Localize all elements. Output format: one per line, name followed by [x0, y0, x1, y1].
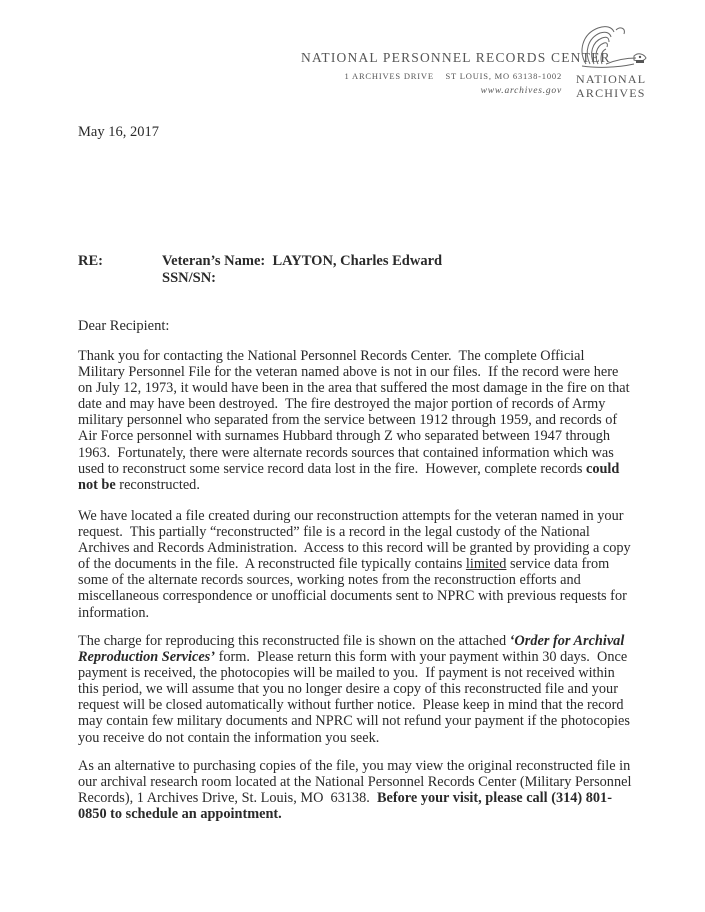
- paragraph-research-room: [78, 758, 631, 822]
- organization-address: 1 ARCHIVES DRIVE ST LOUIS, MO 63138-1002: [344, 71, 562, 81]
- text-segment: Records), 1 Archives Drive, St. Louis, MO 63138.: [78, 790, 378, 807]
- paragraph-charges: [78, 633, 630, 746]
- text-line: [78, 477, 630, 493]
- text-line: miscellaneous correspondence or unofficial documents sent to NPRC with previous requests for: [78, 588, 627, 605]
- ssn-label: SSN/SN:: [162, 270, 216, 286]
- organization-website: www.archives.gov: [480, 86, 562, 96]
- bold-text: not be: [78, 476, 116, 493]
- text-line: may contain few military documents and NPRC will not refund your payment if the photocopies: [78, 713, 630, 730]
- text-segment: form. Please return this form with your payment within 30 days. Once: [215, 649, 628, 666]
- text-line: 1963. Fortunately, there were alternate records sources that contained information which was: [78, 444, 614, 461]
- paragraph-reconstructed-file: [78, 508, 631, 621]
- national-archives-logo: [572, 24, 650, 102]
- text-line: request will be closed automatically without further notice. Please keep in mind that the record: [78, 697, 624, 714]
- logo-text-national: NATIONAL: [576, 72, 647, 86]
- text-line: As an alternative to purchasing copies of the file, you may view the original reconstructed file in: [78, 758, 631, 774]
- text-segment: service data from: [506, 556, 610, 573]
- text-line: on July 12, 1973, it would have been in the area that suffered the most damage in the fire on that: [78, 380, 630, 397]
- bold-text: Before your visit, please call (314) 801-: [377, 790, 612, 807]
- eagle-icon: [576, 24, 650, 72]
- veteran-name: LAYTON, Charles Edward: [272, 253, 443, 269]
- bold-text: could: [585, 460, 620, 477]
- text-line: Air Force personnel with surnames Hubbard through Z who separated between 1947 through: [78, 428, 611, 445]
- text-line: information.: [78, 604, 150, 621]
- text-line: [78, 633, 630, 649]
- text-line: you receive do not contain the information you seek.: [78, 729, 380, 746]
- text-line: [78, 461, 630, 477]
- text-segment: used to reconstruct some service record data lost in the fire. However, complete records: [78, 460, 586, 477]
- text-line: [78, 556, 631, 572]
- veteran-name-line: [162, 253, 442, 270]
- salutation: Dear Recipient:: [78, 318, 170, 334]
- text-line: [78, 806, 631, 822]
- text-line: Archives and Records Administration. Access to this record will be granted by providing a copy: [78, 540, 631, 557]
- letter-date: May 16, 2017: [78, 124, 159, 140]
- underlined-text: limited: [465, 556, 507, 573]
- text-segment: reconstructed.: [115, 476, 200, 493]
- text-line: military personnel who separated from the service between 1912 through 1959, and records of: [78, 412, 618, 429]
- text-line: [78, 790, 631, 806]
- text-line: Military Personnel File for the veteran named above is not in our files. If the record were here: [78, 364, 619, 381]
- veteran-name-label: Veteran’s Name:: [162, 253, 266, 269]
- logo-text-archives: ARCHIVES: [576, 86, 646, 100]
- bold-text: 0850 to schedule an appointment.: [78, 806, 282, 823]
- text-line: date and may have been destroyed. The fire destroyed the major portion of records of Army: [78, 396, 606, 413]
- paragraph-fire-notice: [78, 348, 630, 493]
- text-segment: The charge for reproducing this reconstructed file is shown on the attached: [78, 633, 510, 649]
- text-line: some of the alternate records sources, working notes from the reconstruction efforts and: [78, 572, 581, 589]
- text-line: Thank you for contacting the National Personnel Records Center. The complete Official: [78, 348, 585, 364]
- text-line: payment is received, the photocopies will be mailed to you. If payment is not received within: [78, 665, 615, 682]
- text-line: We have located a file created during our reconstruction attempts for the veteran named in your: [78, 508, 624, 524]
- text-segment: of the documents in the file. A reconstructed file typically contains: [78, 556, 466, 573]
- organization-name: NATIONAL PERSONNEL RECORDS CENTER: [301, 50, 611, 65]
- form-title-text: Reproduction Services’: [78, 649, 216, 666]
- form-title-text: ‘Order for Archival: [509, 633, 625, 649]
- text-line: [78, 649, 630, 665]
- text-line: request. This partially “reconstructed” file is a record in the legal custody of the National: [78, 524, 590, 541]
- text-line: our archival research room located at the National Personnel Records Center (Military Personnel: [78, 774, 632, 791]
- text-line: this period, we will assume that you no longer desire a copy of this reconstructed file and your: [78, 681, 618, 698]
- re-label: RE:: [78, 253, 103, 269]
